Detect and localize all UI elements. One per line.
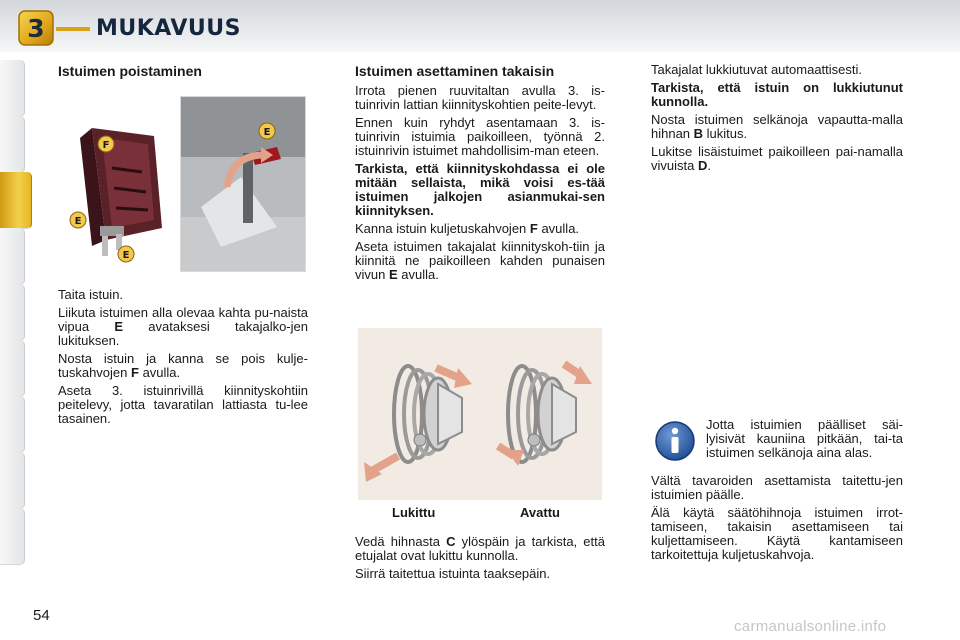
label-locked: Lukittu [392, 505, 436, 520]
svg-text:E: E [74, 216, 82, 227]
refit-step-4: Aseta istuimen takajalat kiinnityskoh-tiin ja kiinnitä ne paikoilleen kahden punaisen vivun E avulla. [355, 239, 605, 282]
care-note-2: Älä käytä säätöhihnoja istuimen irrot-tamiseen, takaisin asettamiseen tai kuljettamiseen. Käytä kantamiseen tarkoitettuja kuljetuskahvoja. [651, 505, 903, 562]
side-tab-4[interactable] [0, 228, 25, 285]
refit-instructions [355, 84, 605, 286]
removal-step-4: Aseta 3. istuinrivillä kiinnityskohtiin peitelevy, jotta tavaratilan lattiasta tu-lee tasainen. [58, 383, 308, 426]
side-tab-1[interactable] [0, 60, 25, 117]
open-knob [498, 364, 592, 466]
locking-step-2: Nosta istuimen selkänoja vapautta-malla hihnan B lukitus. [651, 112, 903, 141]
side-tab-2[interactable] [0, 116, 25, 173]
release-lever-photo [180, 96, 306, 272]
info-icon [654, 420, 696, 462]
svg-text:3: 3 [27, 14, 45, 43]
locked-knob [364, 366, 472, 482]
page-number: 54 [33, 607, 50, 624]
locking-step-3: Lukitse lisäistuimet paikoilleen pai-namalla vivuista D. [651, 144, 903, 173]
info-note: Jotta istuimien päälliset säi-lyisivät kauniina pitkään, tai-ta istuimen selkänoja aina alas. [706, 417, 903, 460]
side-tab-6[interactable] [0, 340, 25, 397]
label-open: Avattu [520, 505, 560, 520]
side-tab-7[interactable] [0, 396, 25, 453]
folded-seat-photo [62, 108, 174, 266]
strap-instructions [355, 535, 605, 585]
marker-e-photo1-left [70, 212, 86, 228]
lock-state-illustration [358, 328, 602, 500]
section-heading-refit: Istuimen asettaminen takaisin [355, 63, 555, 79]
care-instructions [651, 474, 903, 566]
watermark: carmanualsonline.info [734, 618, 887, 635]
removal-step-1: Taita istuin. [58, 287, 124, 302]
side-tab-3-active[interactable] [0, 172, 32, 229]
side-tab-9[interactable] [0, 508, 25, 565]
locking-instructions [651, 63, 903, 177]
removal-step-3: Nosta istuin ja kanna se pois kulje-tuskahvojen F avulla. [58, 351, 308, 380]
removal-instructions [58, 288, 308, 430]
removal-step-2: Liikuta istuimen alla olevaa kahta pu-naista vipua E avataksesi takajalko-jen lukituksen. [58, 305, 308, 348]
chapter-side-tabs [0, 60, 34, 580]
locking-check: Tarkista, että istuin on lukkiutunut kunnolla. [651, 80, 903, 109]
marker-e-photo2 [259, 123, 275, 139]
refit-step-1: Irrota pienen ruuvitaltan avulla 3. is-tuinrivin lattian kiinnityskohtien peite-levyt. [355, 83, 605, 112]
refit-step-2: Ennen kuin ryhdyt asentamaan 3. is-tuinrivin istuimia paikoilleen, työnnä 2. istuinrivin istuimet mahdollisim-man eteen. [355, 115, 605, 158]
marker-f-photo1 [98, 136, 114, 152]
knob-drawing [358, 328, 602, 500]
svg-text:E: E [122, 250, 130, 261]
strap-step-1: Vedä hihnasta C ylöspäin ja tarkista, että etujalat ovat lukittu kunnolla. [355, 534, 605, 563]
svg-text:F: F [102, 140, 110, 151]
svg-text:E: E [263, 127, 271, 138]
section-heading-removal: Istuimen poistaminen [58, 63, 202, 79]
side-tab-5[interactable] [0, 284, 25, 341]
strap-step-2: Siirrä taitettua istuinta taaksepäin. [355, 566, 551, 581]
locking-step-1: Takajalat lukkiutuvat automaattisesti. [651, 62, 862, 77]
chapter-title: MUKAVUUS [96, 16, 241, 41]
care-note-1: Vältä tavaroiden asettamista taitettu-jen istuimien päälle. [651, 473, 903, 502]
marker-e-photo1-bottom [118, 246, 134, 262]
badge-connector [56, 26, 90, 32]
side-tab-8[interactable] [0, 452, 25, 509]
chapter-number-badge [16, 8, 56, 48]
refit-warning: Tarkista, että kiinnityskohdassa ei ole mitään sellaista, mikä voisi es-tää istuimen jalkojen asianmukai-sen kiinnityksen. [355, 161, 605, 218]
refit-step-3: Kanna istuin kuljetuskahvojen F avulla. [355, 221, 580, 236]
